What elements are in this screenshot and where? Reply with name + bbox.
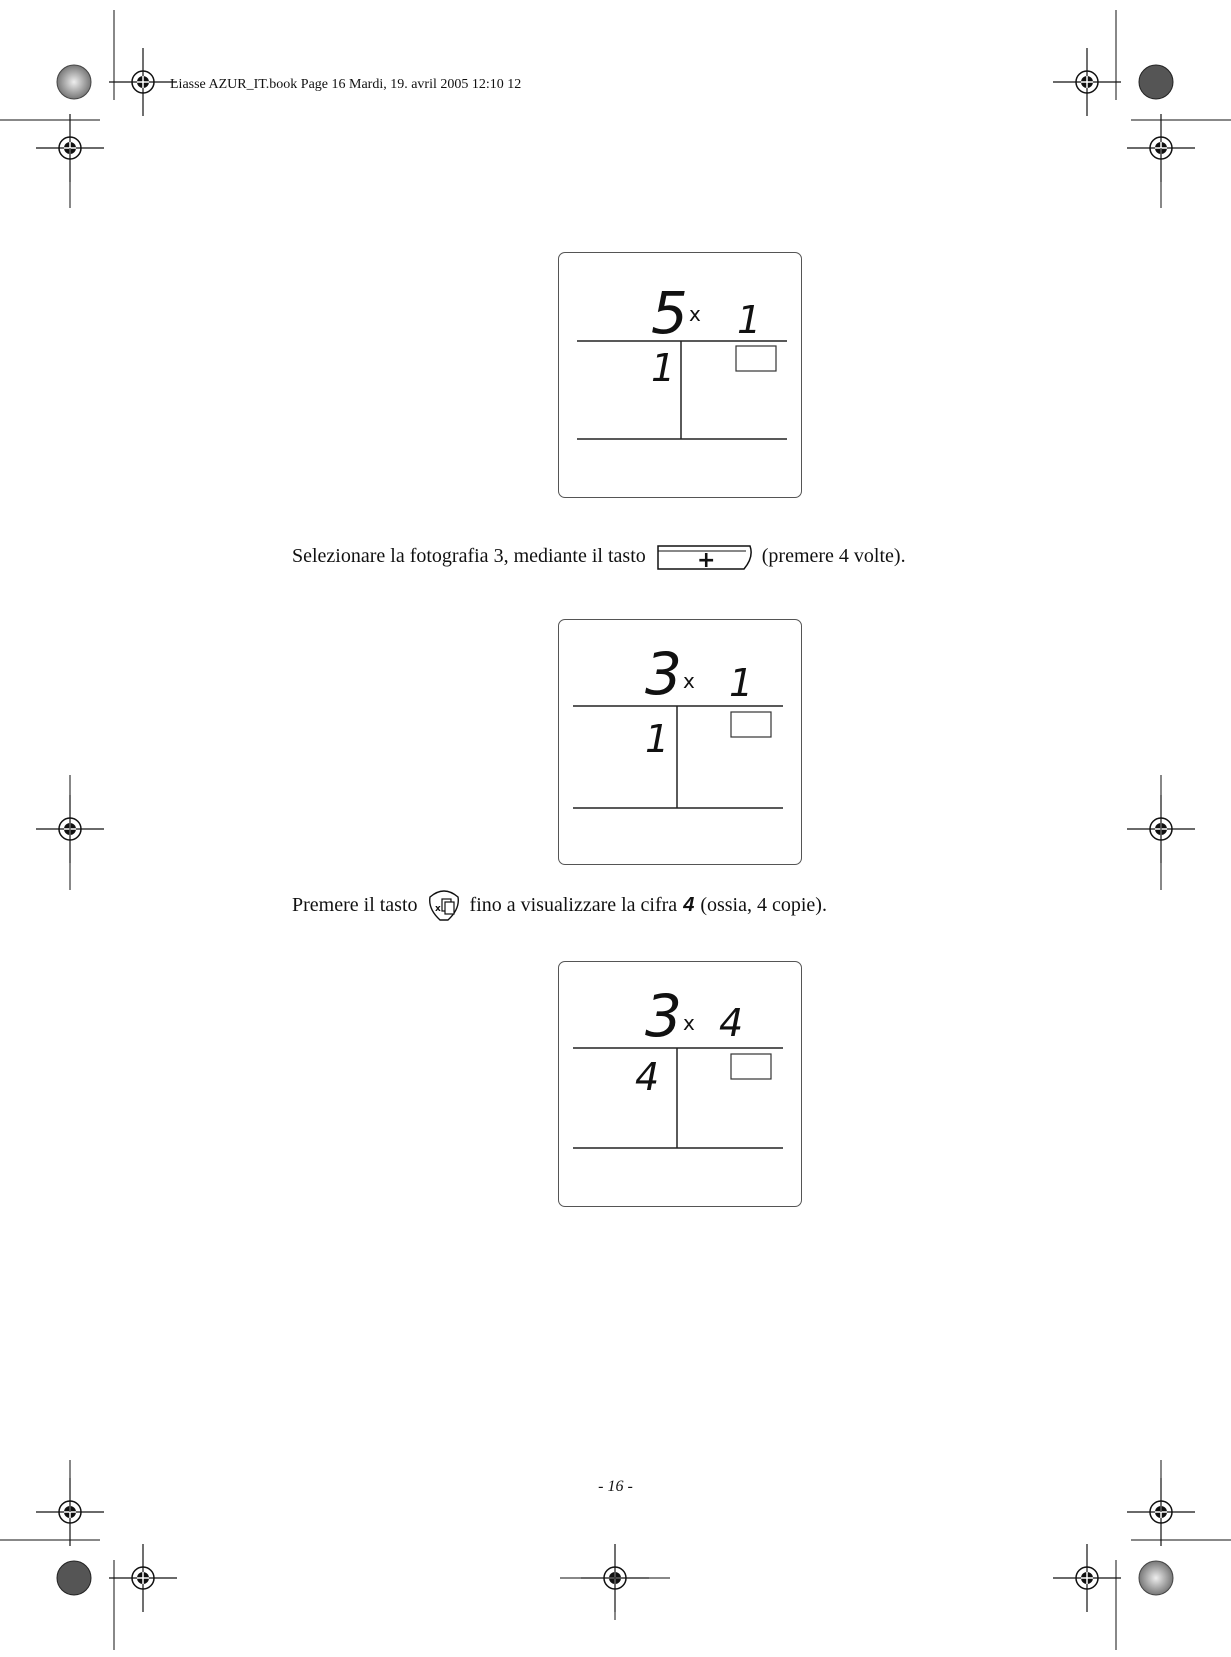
lcd-photo-number: 3 xyxy=(645,982,682,1050)
lcd-photo-number: 3 xyxy=(645,640,682,708)
lcd-copies-count: 1 xyxy=(651,346,676,390)
lcd-frame-indicator xyxy=(736,346,776,371)
instruction-text: Premere il tasto xyxy=(292,893,418,916)
highlighted-digit: 4 xyxy=(683,893,695,916)
lcd-copies-count: 4 xyxy=(635,1055,660,1099)
lcd-photo-number: 5 xyxy=(651,279,688,347)
copies-key-icon xyxy=(426,887,462,923)
lcd-times-sign: x xyxy=(683,669,695,693)
instruction-text: (ossia, 4 copie). xyxy=(700,893,827,916)
lcd-copies-count: 1 xyxy=(645,717,670,761)
instruction-text: (premere 4 volte). xyxy=(761,544,906,567)
instruction-text: fino a visualizzare la cifra xyxy=(469,893,678,916)
plus-key-label: + xyxy=(696,548,716,571)
lcd-display xyxy=(558,961,802,1207)
book-header: Liasse AZUR_IT.book Page 16 Mardi, 19. avril 2005 12:10 12 xyxy=(170,77,522,92)
instruction-set-copies xyxy=(292,887,827,923)
instruction-text: Selezionare la fotografia 3, mediante il tasto xyxy=(292,544,646,567)
instruction-select-photo xyxy=(292,541,906,571)
svg-text:x: x xyxy=(434,904,441,914)
lcd-display xyxy=(558,619,802,865)
lcd-frame-indicator xyxy=(731,712,771,737)
lcd-copies-top: 1 xyxy=(729,661,754,705)
lcd-copies-top: 4 xyxy=(719,1001,744,1045)
lcd-times-sign: x xyxy=(689,302,701,326)
lcd-times-sign: x xyxy=(683,1011,695,1035)
plus-key-icon xyxy=(654,541,754,571)
page-number: - 16 - xyxy=(598,1478,633,1495)
lcd-display xyxy=(558,252,802,498)
lcd-copies-top: 1 xyxy=(737,298,762,342)
lcd-frame-indicator xyxy=(731,1054,771,1079)
